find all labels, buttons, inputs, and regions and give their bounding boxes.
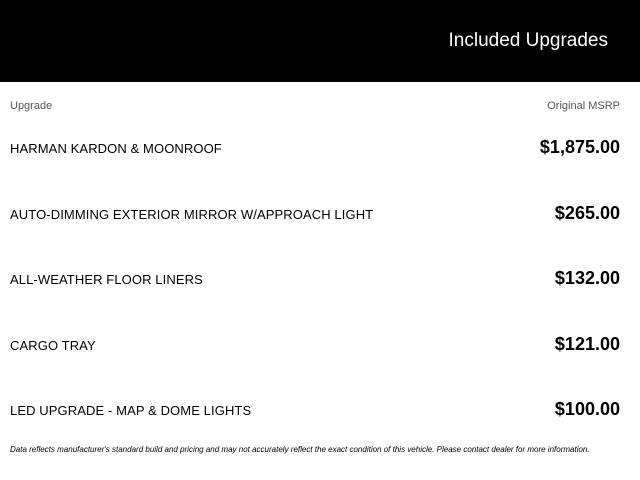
upgrade-name: ALL-WEATHER FLOOR LINERS [10, 272, 203, 287]
upgrade-price: $100.00 [554, 399, 620, 419]
disclaimer-text: Data reflects manufacturer's standard build and pricing and may not accurately reflect the exact condition of this vehicle. Please contact dealer for more information. [10, 445, 590, 454]
upgrade-row [0, 202, 640, 226]
upgrade-price: $132.00 [554, 268, 620, 288]
upgrade-row [0, 398, 640, 422]
column-header-msrp: Original MSRP [547, 100, 620, 112]
upgrade-price: $1,875.00 [539, 137, 620, 157]
upgrade-row [0, 267, 640, 291]
upgrade-price: $121.00 [554, 334, 620, 354]
upgrade-row [0, 333, 640, 357]
upgrade-name: AUTO-DIMMING EXTERIOR MIRROR W/APPROACH LIGHT [10, 207, 374, 222]
upgrade-name: LED UPGRADE - MAP & DOME LIGHTS [10, 403, 252, 418]
upgrade-price: $265.00 [554, 203, 620, 223]
upgrade-name: HARMAN KARDON & MOONROOF [10, 141, 222, 156]
column-header-upgrade: Upgrade [10, 100, 53, 112]
page-title: Included Upgrades [448, 30, 608, 51]
upgrade-row [0, 136, 640, 160]
upgrade-name: CARGO TRAY [10, 338, 96, 353]
